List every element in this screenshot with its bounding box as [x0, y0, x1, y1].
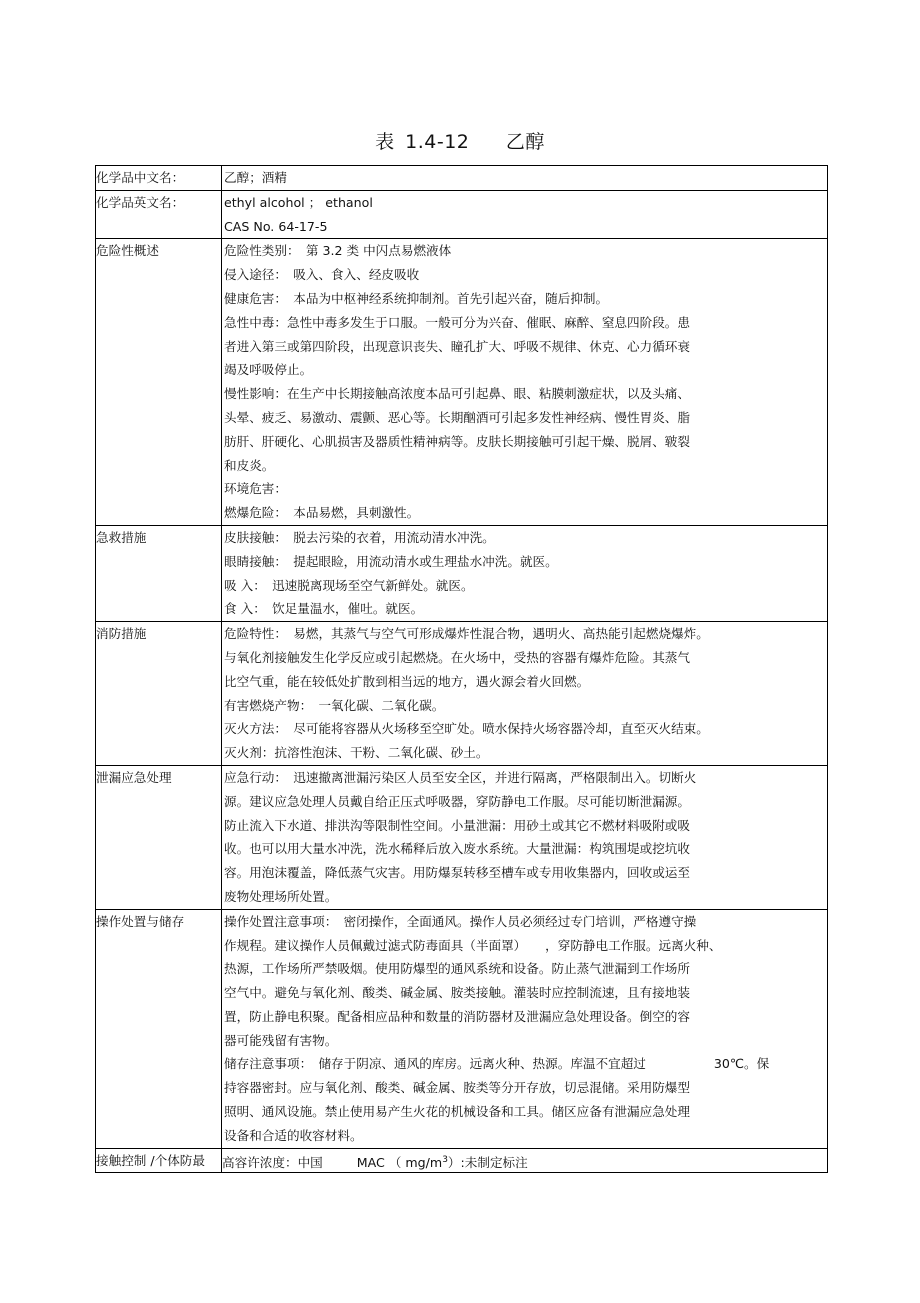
text-line: 乙醇；酒精	[224, 170, 287, 185]
text-line: 眼睛接触： 提起眼睑，用流动清水或生理盐水冲洗。就医。	[224, 553, 558, 569]
row-value	[222, 1148, 828, 1173]
text-line: 慢性影响：在生产中长期接触高浓度本品可引起鼻、眼、粘膜刺激症状，以及头痛、	[224, 386, 690, 402]
text-line: 燃爆危险： 本品易燃，具刺激性。	[224, 505, 420, 521]
row-label-text: 接触控制 /个体防最	[96, 1152, 205, 1168]
text-line: 比空气重，能在较低处扩散到相当远的地方，遇火源会着火回燃。	[224, 673, 590, 689]
text-line: 灭火剂：抗溶性泡沫、干粉、二氧化碳、砂土。	[224, 745, 489, 761]
text-line: 危险性类别： 第 3.2 类 中闪点易燃液体	[224, 243, 452, 259]
text-line: 和皮炎。	[224, 457, 275, 473]
mac-unit: MAC （ mg/m	[356, 1154, 443, 1170]
row-value	[222, 166, 828, 191]
text-line: 收。也可以用大量水冲洗，洗水稀释后放入废水系统。大量泄漏：构筑围堤或挖坑收	[224, 841, 690, 857]
row-label	[96, 909, 222, 1148]
row-value	[222, 239, 828, 526]
title-prefix: 表	[375, 131, 395, 153]
row-label	[96, 166, 222, 191]
text-line: 危险特性： 易燃，其蒸气与空气可形成爆炸性混合物，遇明火、高热能引起燃烧爆炸。	[224, 626, 709, 642]
row-exposure-control	[96, 1148, 828, 1173]
text-line: 作规程。建议操作人员佩戴过滤式防毒面具（半面罩） ，穿防静电工作服。远离火种、	[224, 937, 722, 953]
row-label	[96, 1148, 222, 1173]
text-line: 与氧化剂接触发生化学反应或引起燃烧。在火场中，受热的容器有爆炸危险。其蒸气	[224, 649, 690, 665]
row-hazard-overview	[96, 239, 828, 526]
row-handling-storage	[96, 909, 828, 1148]
text-line	[220, 1149, 827, 1173]
row-value	[222, 190, 828, 239]
text-line	[222, 1052, 827, 1076]
row-value	[222, 525, 828, 621]
mac-value: ）:未制定标注	[447, 1154, 528, 1170]
text-line: 操作处置注意事项： 密闭操作，全面通风。操作人员必须经过专门培训，严格遵守操	[224, 913, 697, 929]
text-line: 照明、通风设施。禁止使用易产生火花的机械设备和工具。储区应备有泄漏应急处理	[224, 1104, 690, 1120]
text-line: 置，防止静电积聚。配备相应品种和数量的消防器材及泄漏应急处理设备。倒空的容	[224, 1008, 690, 1024]
text-line: 环境危害：	[224, 481, 287, 497]
text-line: 者进入第三或第四阶段，出现意识丧失、瞳孔扩大、呼吸不规律、休克、心力循环衰	[224, 338, 690, 354]
text-line: 设备和合适的收容材料。	[224, 1127, 363, 1143]
text-line: 废物处理场所处置。	[224, 888, 338, 904]
row-value	[222, 765, 828, 909]
row-value	[222, 622, 828, 766]
storage-note: 储存注意事项： 储存于阴凉、通风的库房。远离火种、热源。库温不宜超过	[224, 1056, 646, 1072]
row-label-text: 泄漏应急处理	[96, 769, 172, 785]
text-line: 器可能残留有害物。	[224, 1032, 338, 1048]
text-line: 头晕、疲乏、易激动、震颤、恶心等。长期酗酒可引起多发性神经病、慢性胃炎、脂	[224, 409, 690, 425]
text-line: 侵入途径： 吸入、食入、经皮吸收	[224, 267, 420, 283]
row-chinese-name	[96, 166, 828, 191]
row-label-text: 化学品中文名：	[96, 170, 185, 185]
row-label	[96, 622, 222, 766]
row-label-text: 危险性概述	[96, 243, 159, 259]
storage-temperature: 30℃。保	[713, 1056, 770, 1072]
row-label	[96, 190, 222, 239]
row-label	[96, 765, 222, 909]
text-line: 有害燃烧产物： 一氧化碳、二氧化碳。	[224, 697, 445, 713]
text-line: 热源，工作场所严禁吸烟。使用防爆型的通风系统和设备。防止蒸气泄漏到工作场所	[224, 961, 690, 977]
text-line: ethyl alcohol ； ethanol	[224, 194, 373, 210]
text-line: 灭火方法： 尽可能将容器从火场移至空旷处。喷水保持火场容器冷却，直至灭火结束。	[224, 721, 709, 737]
unit-superscript: 3	[442, 1154, 448, 1165]
row-label	[96, 525, 222, 621]
text-line: 急性中毒：急性中毒多发生于口服。一般可分为兴奋、催眠、麻醉、窒息四阶段。患	[224, 314, 690, 330]
title-name: 乙醇	[505, 131, 545, 153]
exposure-limit-label: 高容许浓度：中国	[222, 1154, 323, 1170]
text-line: 空气中。避免与氧化剂、酸类、碱金属、胺类接触。灌装时应控制流速，且有接地装	[224, 985, 690, 1001]
text-line: 健康危害： 本品为中枢神经系统抑制剂。首先引起兴奋，随后抑制。	[224, 290, 609, 306]
row-label-text: 操作处置与储存	[96, 913, 185, 929]
text-line: CAS No. 64-17-5	[224, 218, 328, 234]
text-line: 容。用泡沫覆盖，降低蒸气灾害。用防爆泵转移至槽车或专用收集器内，回收或运至	[224, 865, 690, 881]
text-line: 应急行动： 迅速撤离泄漏污染区人员至安全区，并进行隔离，严格限制出入。切断火	[224, 769, 697, 785]
row-first-aid	[96, 525, 828, 621]
text-line: 竭及呼吸停止。	[224, 362, 313, 378]
page-title	[0, 127, 920, 154]
text-line: 肪肝、肝硬化、心肌损害及器质性精神病等。皮肤长期接触可引起干燥、脱屑、皲裂	[224, 433, 690, 449]
title-number: 1.4-12	[405, 131, 470, 153]
row-label	[96, 239, 222, 526]
msds-table	[95, 165, 828, 1173]
row-label-text: 化学品英文名：	[96, 194, 185, 210]
text-line: 食 入： 饮足量温水，催吐。就医。	[224, 601, 424, 617]
row-english-name	[96, 190, 828, 239]
row-label-text: 消防措施	[96, 626, 147, 642]
text-line: 吸 入： 迅速脱离现场至空气新鲜处。就医。	[224, 577, 474, 593]
text-line: 皮肤接触： 脱去污染的衣着，用流动清水冲洗。	[224, 529, 495, 545]
row-leak-response	[96, 765, 828, 909]
text-line: 防止流入下水道、排洪沟等限制性空间。小量泄漏：用砂土或其它不燃材料吸附或吸	[224, 817, 690, 833]
text-line: 源。建议应急处理人员戴自给正压式呼吸器，穿防静电工作服。尽可能切断泄漏源。	[224, 793, 690, 809]
row-fire-fighting	[96, 622, 828, 766]
row-value	[222, 909, 828, 1148]
text-line: 持容器密封。应与氧化剂、酸类、碱金属、胺类等分开存放，切忌混储。采用防爆型	[224, 1080, 690, 1096]
row-label-text: 急救措施	[96, 529, 147, 545]
